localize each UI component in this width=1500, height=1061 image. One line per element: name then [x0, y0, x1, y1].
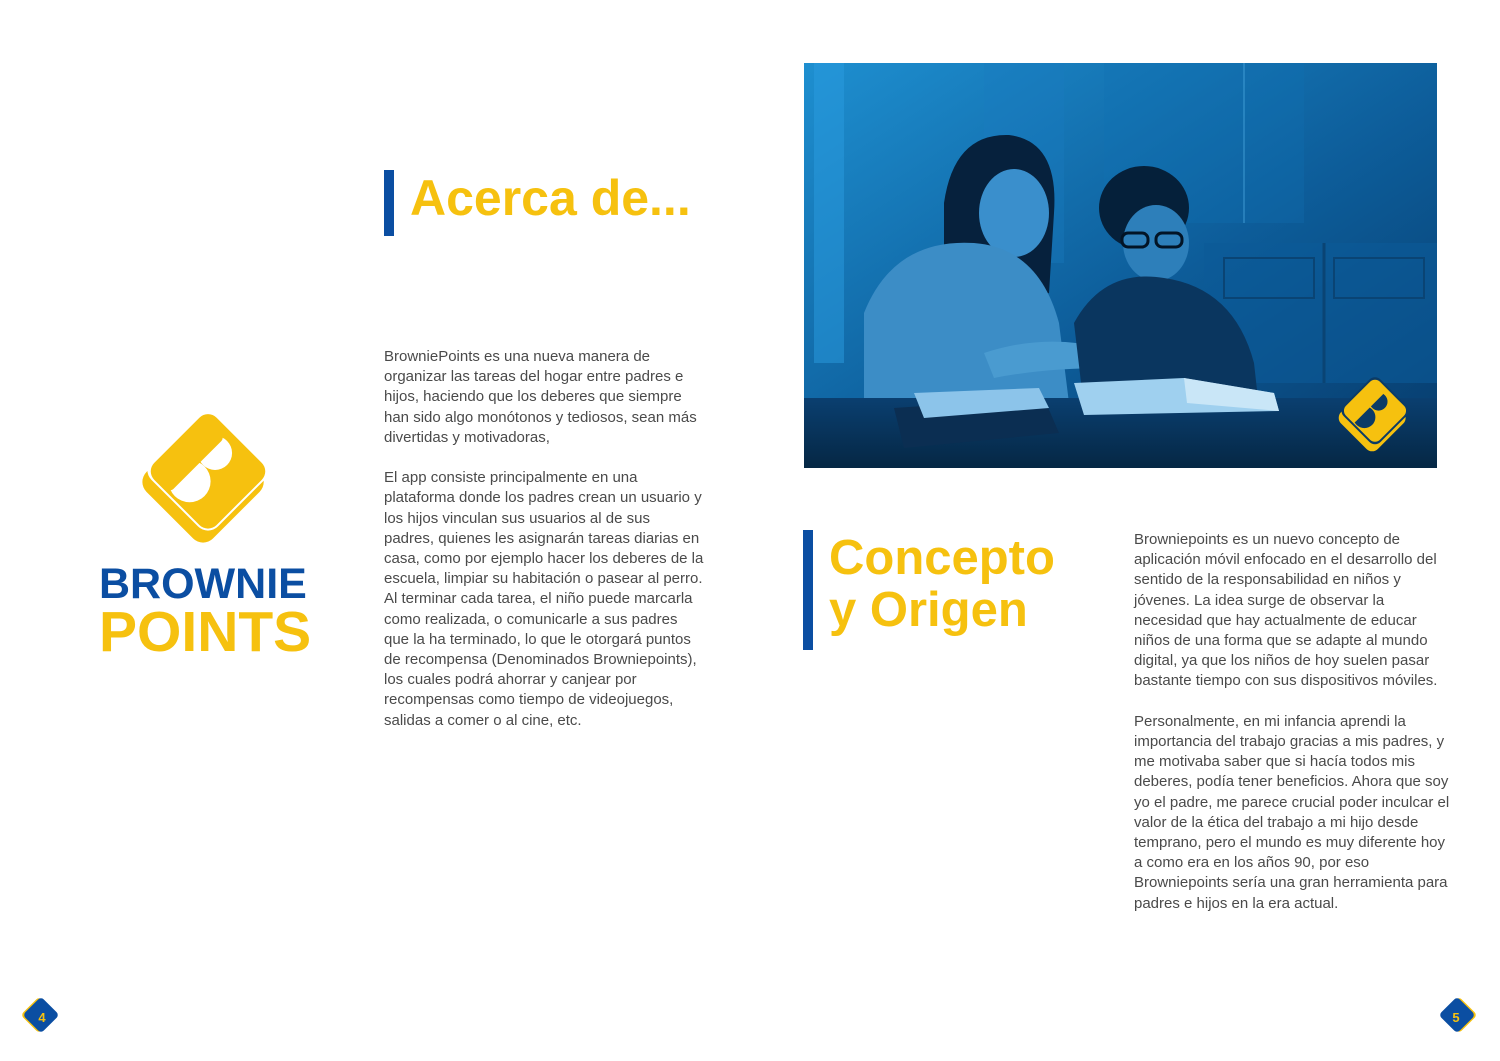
concepto-paragraph: Browniepoints es un nuevo concepto de aplicación móvil enfocado en el desarrollo del sentido de la responsabilidad en niños y jóvenes. La idea surge de observar la necesidad que hay actualmente de educar niños de una forma que se adapte al mundo digital, ya que los niños de hoy suelen pasar bastante tiempo con sus dispositivos móviles.	[1134, 531, 1438, 690]
section-title-acerca: Acerca de...	[410, 170, 691, 226]
photo-illustration	[804, 63, 1437, 468]
concepto-paragraph: Personalmente, en mi infancia aprendi la importancia del trabajo gracias a mis padres, y me motivaba saber que si hacía todos mis deberes, podía tener beneficios. Ahora que soy yo el padre, me parece crucial poder inculcar el valor de la ética del trabajo a mi hijo desde temprano, pero el mundo es muy diferente hoy a como era en los años 90, por eso Browniepoints sería una gran herramienta para padres e hijos en la era actual.	[1134, 712, 1450, 912]
mother-and-son-homework-photo	[804, 63, 1437, 468]
section-title-concepto	[829, 533, 1055, 637]
brownie-points-logo	[95, 405, 325, 665]
brownie-points-logo-icon	[133, 405, 283, 555]
page-number-label: 5	[1452, 1009, 1460, 1025]
page-number-label: 4	[38, 1009, 46, 1025]
concepto-body	[1134, 530, 1454, 934]
page-number-left	[16, 992, 64, 1040]
heading-accent-bar	[803, 530, 813, 650]
page-number-right	[1434, 992, 1482, 1040]
section-title-concepto-line2: y Origen	[829, 582, 1028, 637]
brand-name-line2: POINTS	[99, 600, 312, 664]
acerca-body	[384, 347, 704, 751]
brand-name-line1: BROWNIE	[99, 560, 307, 608]
section-title-concepto-line1: Concepto	[829, 531, 1055, 585]
acerca-paragraph: BrowniePoints es una nueva manera de organizar las tareas del hogar entre padres e hijos, haciendo que los deberes que siempre han sido algo monótonos y tediosos, sean más divertidas y motivadoras,	[384, 348, 697, 446]
heading-accent-bar	[384, 170, 394, 236]
acerca-paragraph: El app consiste principalmente en una plataforma donde los padres crean un usuario y los hijos vinculan sus usuarios al de sus padres, quienes les asignarán tareas diarias en casa, como por ejemplo hacer los deberes de la escuela, limpiar su habitación o pasear al perro. Al terminar cada tarea, el niño puede marcarla como realizada, o comunicarle a sus padres que la ha terminado, lo que le otorgará puntos de recompensa (Denominados Browniepoints), los cuales podrá ahorrar y canjear por recompensas como tiempo de videojuegos, salidas a comer o al cine, etc.	[384, 469, 704, 729]
